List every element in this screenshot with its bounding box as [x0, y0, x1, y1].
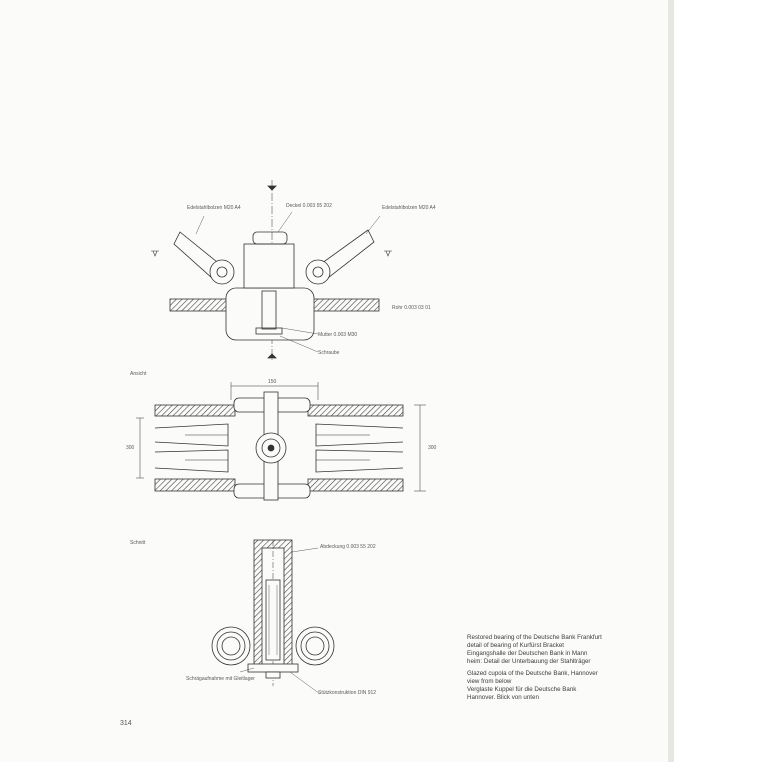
label-bottom-nut: Mutter 0.003 M30	[318, 332, 358, 338]
figure-caption	[467, 634, 602, 702]
dimension-plan-height-right: 300	[428, 445, 437, 451]
label-bottom-right-note: Stützkonstruktion DIN 912	[318, 690, 377, 696]
label-arm-left: Edelstahlbolzen M20 A4	[187, 205, 241, 211]
plan-view	[136, 382, 426, 500]
label-bottom-left-note: Schrägaufnahme mit Gleitlager	[186, 676, 255, 682]
label-tube-right: Rohr 0.003 03 01	[392, 305, 431, 311]
label-bottom-bolt: Schraube	[318, 350, 340, 356]
caption-line: Eingangshalle der Deutschen Bank in Mann	[467, 650, 588, 657]
caption-line: Glazed cupola of the Deutsche Bank, Hannover	[467, 670, 598, 677]
view-label-elevation: Ansicht	[130, 371, 147, 377]
caption-line: Verglaste Kuppel für die Deutsche Bank	[467, 686, 577, 693]
section-view	[212, 540, 334, 694]
label-cap-top: Deckel 0.003 55 202	[286, 203, 332, 209]
caption-line: view from below	[467, 678, 512, 685]
dimension-plan-height-left: 300	[126, 445, 135, 451]
caption-line: Hannover. Blick von unten	[467, 694, 539, 701]
label-arm-right: Edelstahlbolzen M20 A4	[382, 205, 436, 211]
dimension-plan-width: 150	[268, 379, 277, 385]
caption-line: heim: Detail der Unterbauung der Stahlträger	[467, 658, 591, 665]
view-label-section: Schnitt	[130, 540, 146, 546]
caption-line: Restored bearing of the Deutsche Bank Frankfurt	[467, 634, 602, 641]
label-cover-right: Abdeckung 0.003 55 202	[320, 544, 376, 550]
page-number: 314	[120, 720, 132, 727]
caption-line: detail of bearing of Kurfürst Bracket	[467, 642, 564, 649]
